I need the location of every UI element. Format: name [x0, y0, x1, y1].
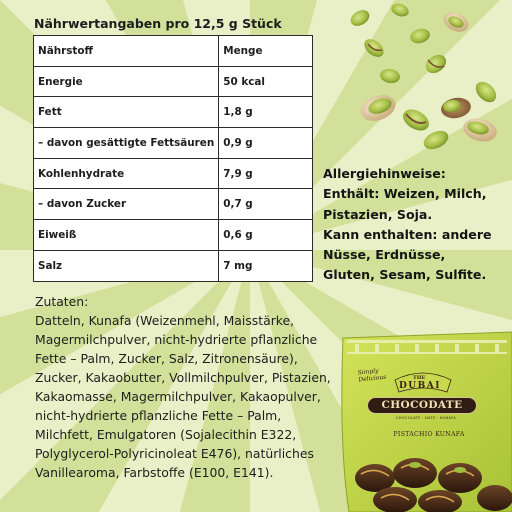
nutrient-name: Eiweiß	[34, 220, 219, 251]
nutrient-value: 0,6 g	[219, 220, 313, 251]
pistachio-kernel	[439, 96, 472, 121]
nutrient-name: Kohlenhydrate	[34, 158, 219, 189]
pistachio-kernel	[472, 78, 500, 106]
nutrient-name: Fett	[34, 97, 219, 128]
nutrient-value: 0,9 g	[219, 128, 313, 159]
nutrient-name: Salz	[34, 250, 219, 281]
nutrient-value: 50 kcal	[219, 66, 313, 97]
pistachio-in-shell	[357, 91, 399, 126]
allergy-heading: Allergiehinweise:	[323, 166, 446, 181]
pistachio-in-shell	[440, 8, 471, 35]
pistachio-in-shell	[461, 115, 500, 145]
package-flavor: PISTACHIO KUNAFA	[393, 431, 465, 438]
nutrient-value: 7 mg	[219, 250, 313, 281]
nutrient-value: 1,8 g	[219, 97, 313, 128]
pistachio-kernel	[348, 7, 372, 29]
allergy-line: Kann enthalten: andere	[323, 226, 492, 242]
ingredients-heading: Zutaten:	[35, 294, 89, 309]
package-brand-dubai: DUBAI	[399, 381, 441, 391]
pistachio-kernel	[399, 105, 432, 135]
table-header-row	[34, 36, 313, 67]
table-row	[34, 158, 313, 189]
allergy-line: Gluten, Sesam, Sulfite.	[323, 267, 487, 283]
table-row	[34, 220, 313, 251]
package-brand-the: THE	[413, 375, 426, 381]
pistachio-kernel	[389, 1, 410, 18]
allergy-line: Pistazien, Soja.	[323, 206, 433, 222]
ingredients-block	[35, 292, 335, 482]
ingredients-text: Datteln, Kunafa (Weizenmehl, Maisstärke, Magermilchpulver, nicht-hydrierte pflanzliche Fette – Palm, Zucker, Salz, Zitronensäure), Zucker, Kakaobutter, Vollmilchpulver, Pistazien, Kakaomasse, Magermilchpulver, Kakaopulver, nicht-hydrierte pflanzliche Fette – Palm, Milchfett, Emulgatoren (Sojalecithin E322, Polyglycerol-Polyricinoleat E476), natürliches Vanillearoma, Farbstoffe (E100, E141).	[35, 313, 331, 480]
table-row	[34, 66, 313, 97]
package-brand-sub: CHOCOLATE · DATE · KUNAFA	[395, 416, 457, 420]
nutrient-value: 0,7 g	[219, 189, 313, 220]
pistachio-kernel	[361, 36, 387, 61]
table-row	[34, 189, 313, 220]
nutrient-name: – davon gesättigte Fettsäuren	[34, 128, 219, 159]
table-row	[34, 128, 313, 159]
table-row	[34, 250, 313, 281]
nutrient-name: Energie	[34, 66, 219, 97]
product-package	[335, 328, 512, 512]
pistachio-kernel	[379, 67, 401, 84]
package-brand-main: CHOCODATE	[367, 397, 477, 414]
nutrient-name: – davon Zucker	[34, 189, 219, 220]
header-cell-nutrient: Nährstoff	[34, 36, 219, 67]
allergy-info	[323, 164, 509, 286]
nutrition-title: Nährwertangaben pro 12,5 g Stück	[34, 16, 282, 31]
table-row	[34, 97, 313, 128]
pistachio-kernel	[422, 51, 449, 77]
allergy-line: Nüsse, Erdnüsse,	[323, 247, 446, 263]
allergy-line: Enthält: Weizen, Milch,	[323, 186, 487, 202]
nutrition-table	[33, 35, 313, 282]
package-illustration	[335, 328, 512, 512]
nutrient-value: 7,9 g	[219, 158, 313, 189]
header-cell-amount: Menge	[219, 36, 313, 67]
pistachio-nuts-illustration	[338, 0, 512, 152]
package-brand-small: Simply Delicious	[357, 367, 387, 384]
pistachio-kernel	[421, 127, 451, 152]
pistachio-kernel	[409, 27, 432, 46]
